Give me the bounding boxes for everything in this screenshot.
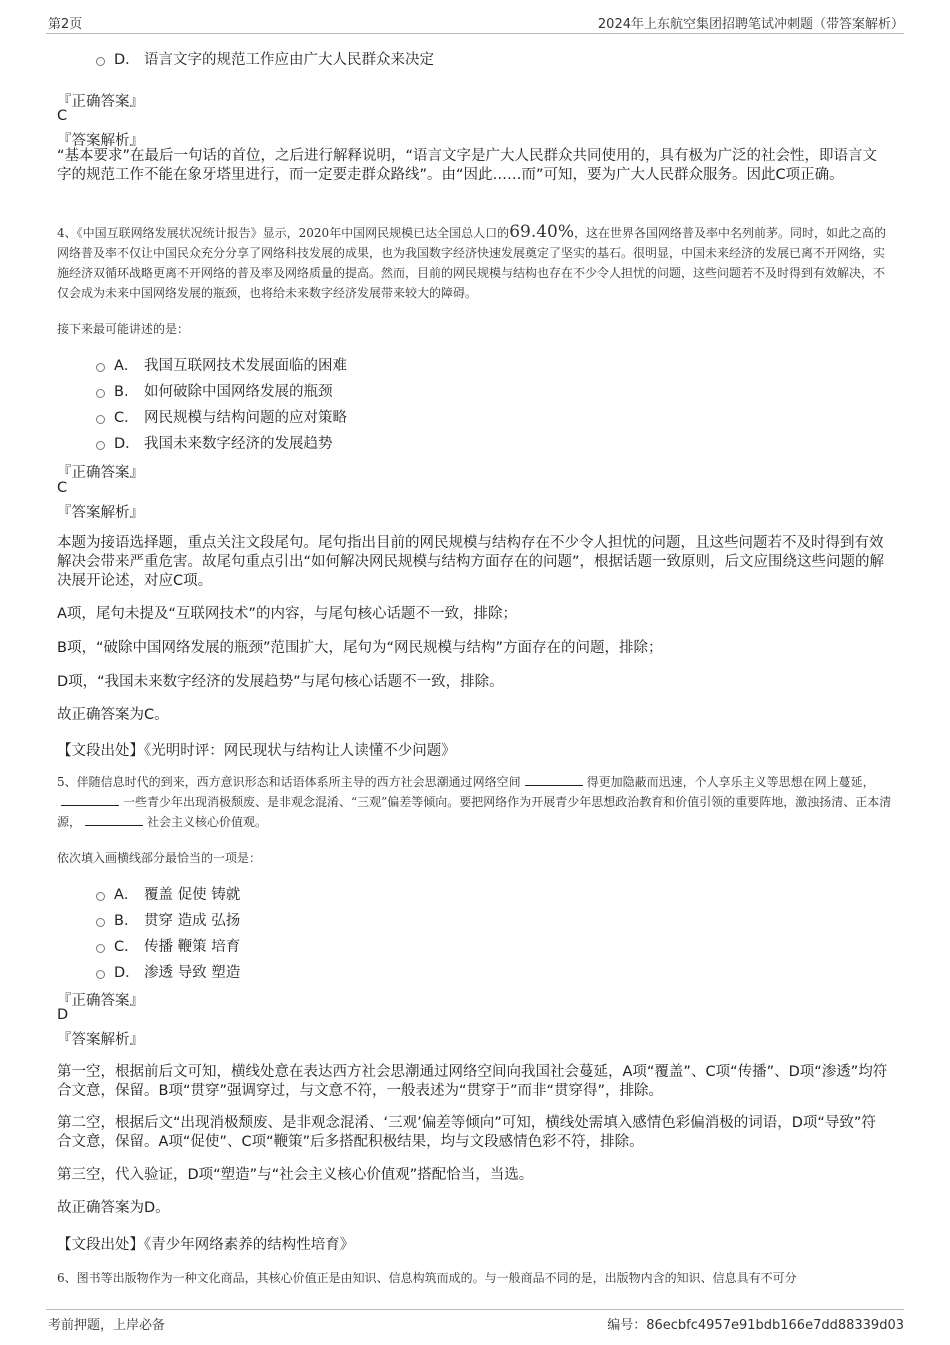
q5-option-b[interactable]: [96, 909, 240, 930]
option-text: 贯穿 造成 弘扬: [144, 913, 241, 929]
q4-formula: 69.40%: [509, 222, 575, 242]
radio-icon[interactable]: [96, 441, 105, 450]
q4-analysis-paragraph: 故正确答案为C。: [57, 707, 169, 723]
q5-analysis-paragraph: 第一空，根据前后文可知，横线处意在表达西方社会思潮通过网络空间向我国社会蔓延，A项“覆盖”、C项“传播”、D项“渗透”均符合文意，保留。B项“贯穿”强调穿过，与文意不符，一般表述为“贯穿于”而非“贯穿得”，排除。: [57, 1064, 888, 1099]
option-text: 如何破除中国网络发展的瓶颈: [144, 384, 333, 400]
q5-prompt: 依次填入画横线部分最恰当的一项是：: [57, 851, 262, 865]
q4-option-d[interactable]: [96, 432, 333, 453]
q5-text: 5、伴随信息时代的到来，西方意识形态和话语体系所主导的西方社会思潮通过网络空间: [57, 775, 521, 789]
radio-icon[interactable]: [96, 970, 105, 979]
q4-analysis-paragraph: B项，“破除中国网络发展的瓶颈”范围扩大，尾句为“网民规模与结构”方面存在的问题，排除；: [57, 640, 663, 656]
footer-slogan: 考前押题，上岸必备: [48, 1318, 166, 1333]
document-id: 编号：86ecbfc4957e91bdb166e7dd88339d03: [607, 1318, 904, 1333]
option-letter: A．: [114, 358, 139, 374]
q5-text: 社会主义核心价值观。: [147, 815, 268, 829]
q4-option-c[interactable]: [96, 406, 347, 427]
q5-blank-3: [85, 815, 143, 826]
q5-question: [57, 772, 895, 832]
q5-text: 一些青少年出现消极颓废、是非观念混淆、“三观”偏差等倾向。要把网络作为开展青少年思想政治教育和价值引领的重要阵地，激浊扬清、正本清源，: [57, 795, 892, 829]
q4-analysis-paragraph: A项，尾句未提及“互联网技术”的内容，与尾句核心话题不一致，排除；: [57, 606, 517, 622]
q4-answer-label: 『正确答案』: [57, 465, 144, 481]
q4-prompt: 接下来最可能讲述的是：: [57, 322, 190, 336]
option-text: 语言文字的规范工作应由广大人民群众来决定: [144, 52, 434, 68]
q5-answer: D: [57, 1007, 69, 1023]
q3-option-d[interactable]: [96, 48, 434, 69]
q5-option-c[interactable]: [96, 935, 240, 956]
radio-icon[interactable]: [96, 944, 105, 953]
q6-question: 6、图书等出版物作为一种文化商品，其核心价值正是由知识、信息构筑而成的。与一般商品不同的是，出版物内含的知识、信息具有不可分: [57, 1271, 797, 1285]
q4-analysis-paragraph: 本题为接语选择题，重点关注文段尾句。尾句指出目前的网民规模与结构存在不少令人担忧的问题，且这些问题若不及时得到有效解决会带来严重危害。故尾句重点引出“如何解决网民规模与结构方面存在的问题”，根据话题一致原则，后文应围绕这些问题的解决展开论述，对应C项。: [57, 535, 885, 589]
radio-icon[interactable]: [96, 389, 105, 398]
option-letter: A．: [114, 887, 139, 903]
option-text: 覆盖 促使 铸就: [144, 887, 241, 903]
q5-analysis-paragraph: 故正确答案为D。: [57, 1200, 170, 1216]
q4-answer: C: [57, 480, 68, 496]
radio-icon[interactable]: [96, 415, 105, 424]
radio-icon[interactable]: [96, 918, 105, 927]
option-letter: B．: [114, 913, 139, 929]
radio-icon[interactable]: [96, 57, 105, 66]
q5-analysis-label: 『答案解析』: [57, 1032, 144, 1048]
q4-option-a[interactable]: [96, 354, 347, 375]
q4-option-b[interactable]: [96, 380, 333, 401]
q5-answer-label: 『正确答案』: [57, 993, 144, 1009]
option-letter: B．: [114, 384, 139, 400]
option-letter: C．: [114, 410, 139, 426]
option-letter: C．: [114, 939, 139, 955]
q5-analysis-paragraph: 第三空，代入验证，D项“塑造”与“社会主义核心价值观”搭配恰当，当选。: [57, 1167, 534, 1183]
q4-source: 【文段出处】《光明时评：网民现状与结构让人读懂不少问题》: [57, 743, 456, 759]
q5-blank-1: [525, 775, 583, 786]
option-letter: D．: [114, 52, 140, 68]
footer-divider: [46, 1309, 904, 1310]
page-number: 第2页: [48, 17, 83, 32]
q3-answer-label: 『正确答案』: [57, 94, 144, 110]
q4-text-after: ，这在世界各国网络普及率中名列前茅。同时，如此之高的网络普及率不仅让中国民众充分分享了网络科技发展的成果，也为我国数字经济快速发展奠定了坚实的基石。很明显，中国未来经济的发展已离不开网络，实施经济双循环战略更离不开网络的普及率及网络质量的提高。然而，目前的网民规模与结构也存在不少令人担忧的问题，这些问题若不及时得到有效解决，不仅会成为未来中国网络发展的瓶颈，也将给未来数字经济发展带来较大的障碍。: [57, 226, 887, 300]
q5-blank-2: [61, 795, 119, 806]
radio-icon[interactable]: [96, 363, 105, 372]
option-text: 网民规模与结构问题的应对策略: [144, 410, 347, 426]
option-letter: D．: [114, 965, 140, 981]
q4-analysis-paragraph: D项，“我国未来数字经济的发展趋势”与尾句核心话题不一致，排除。: [57, 674, 504, 690]
q5-source: 【文段出处】《青少年网络素养的结构性培育》: [57, 1237, 355, 1253]
q4-analysis-label: 『答案解析』: [57, 505, 144, 521]
q5-analysis-paragraph: 第二空，根据后文“出现消极颓废、是非观念混淆、‘三观’偏差等倾向”可知，横线处需填入感情色彩偏消极的词语，D项“导致”符合文意，保留。A项“促使”、C项“鞭策”后多搭配积极结果，均与文段感情色彩不符，排除。: [57, 1115, 876, 1150]
q3-answer: C: [57, 108, 68, 124]
option-text: 我国互联网技术发展面临的困难: [144, 358, 347, 374]
header-divider: [46, 33, 904, 34]
option-letter: D．: [114, 436, 140, 452]
q4-text-before: 4、《中国互联网络发展状况统计报告》显示，2020年中国网民规模已达全国总人口的: [57, 226, 510, 240]
option-text: 我国未来数字经济的发展趋势: [144, 436, 333, 452]
q3-analysis-label: 『答案解析』: [57, 133, 144, 149]
option-text: 渗透 导致 塑造: [144, 965, 241, 981]
option-text: 传播 鞭策 培育: [144, 939, 241, 955]
document-title: 2024年上东航空集团招聘笔试冲刺题（带答案解析）: [597, 17, 904, 32]
radio-icon[interactable]: [96, 892, 105, 901]
q5-option-a[interactable]: [96, 883, 240, 904]
q4-question: [57, 222, 895, 303]
q5-text: 得更加隐蔽而迅速，个人享乐主义等思想在网上蔓延，: [586, 775, 875, 789]
q5-option-d[interactable]: [96, 961, 240, 982]
q3-analysis: “基本要求”在最后一句话的首位，之后进行解释说明，“语言文字是广大人民群众共同使用的，具有极为广泛的社会性，即语言文字的规范工作不能在象牙塔里进行，而一定要走群众路线”。由“因此……而”可知，要为广大人民群众服务。因此C项正确。: [57, 148, 878, 183]
